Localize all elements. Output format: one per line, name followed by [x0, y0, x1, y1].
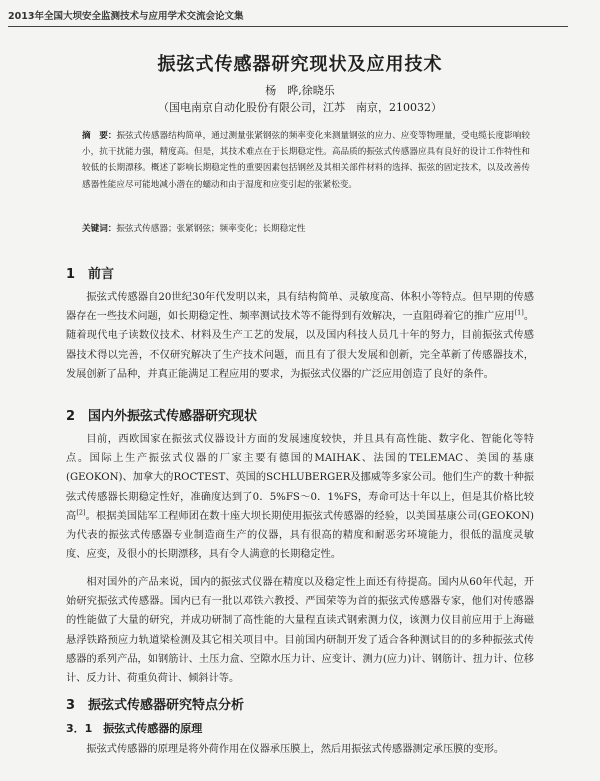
section-2-paragraph-1-tail: 。根据美国陆军工程师团在数十座大坝长期使用振弦式传感器的经验，以美国基康公司(GEOKON)为代表的振弦式传感器专业制造商生产的仪器，具有很高的精度和耐恶劣环境能力，很低的温度灵敏度、应变，及很小的长期漂移，具有令人满意的长期稳定性。 — [66, 510, 534, 561]
keywords-text: 振弦式传感器；张紧钢弦；频率变化；长期稳定性 — [116, 224, 306, 234]
running-header: 2013年全国大坝安全监测技术与应用学术交流会论文集 — [8, 8, 568, 27]
paper-title: 振弦式传感器研究现状及应用技术 — [157, 54, 443, 75]
abstract-label: 摘 要： — [82, 131, 117, 141]
section-1-heading: 1 前言 — [66, 267, 115, 282]
paper-authors: 杨 晔,徐晓乐 — [265, 84, 335, 97]
section-1-paragraph-1-text: 振弦式传感器自20世纪30年代发明以来，具有结构简单、灵敏度高、体积小等特点。但早期的传感器存在一些技术问题，如长期稳定性、频率测试技术等不能得到有效解决，一直阻碍着它的推广应用 — [66, 292, 534, 323]
paper-affiliation: （国电南京自动化股份有限公司，江苏 南京，210032） — [158, 101, 442, 114]
keywords-label: 关键词： — [82, 224, 117, 234]
section-3-heading: 3 振弦式传感器研究特点分析 — [66, 698, 245, 713]
section-2-heading: 2 国内外振弦式传感器研究现状 — [66, 409, 258, 424]
section-1-paragraph-1-tail: 。随着现代电子读数仪技术、材料及生产工艺的发展，以及国内科技人员几十年的努力，目前振弦式传感器技术得以完善，不仅研究解决了生产技术问题，而且有了很大发展和创新，完全革新了传感器技术，发展创新了品种，并真正能满足工程应用的要求，为振弦式仪器的广泛应用创造了良好的条件。 — [66, 311, 535, 380]
section-1-citation-1: [1] — [514, 308, 524, 317]
section-3-1-paragraph-1: 振弦式传感器的原理是将外荷作用在仪器承压膜上，然后用振弦式传感器测定承压膜的变形。 — [86, 744, 505, 755]
keywords — [82, 222, 530, 234]
section-2-paragraph-1 — [66, 430, 534, 564]
abstract — [82, 128, 530, 193]
section-2-citation-2: [2] — [76, 508, 86, 517]
section-3-1-heading: 3．1 振弦式传感器的原理 — [66, 722, 203, 735]
section-1-paragraph-1 — [66, 288, 534, 384]
abstract-text: 振弦式传感器结构简单，通过测量张紧钢弦的频率变化来测量钢弦的应力、应变等物理量，受电缆长度影响较小，抗干扰能力强，精度高。但是，其技术难点在于长期稳定性。高品质的振弦式传感器应具有良好的设计工作特性和较低的长期漂移。概述了影响长期稳定性的重要因素包括钢丝及其相关部件材料的选择、振弦的固定技术，以及改善传感器性能应尽可能地减小潜在的蠕动和由于湿度和应变引起的张紧松变。 — [82, 131, 530, 190]
section-2-paragraph-2: 相对国外的产品来说，国内的振弦式仪器在精度以及稳定性上面还有待提高。国内从60年代起，开始研究振弦式传感器。国内已有一批以邓铁六教授、严国荣等为首的振弦式传感器专家，他们对传感器的性能做了大量的研究，并成功研制了高性能的大量程直读式钢索测力仪，该测力仪目前应用于上海磁悬浮铁路预应力轨道梁检测及其它相关项目中。目前国内研制开发了适合各种测试目的的多种振弦式传感器的系列产品，如钢筋计、土压力盒、空隙水压力计、应变计、测力(应力)计、钢筋计、扭力计、位移计、反力计、荷重负荷计、倾斜计等。 — [66, 577, 534, 685]
section-2-paragraph-1-text: 目前，西欧国家在振弦式仪器设计方面的发展速度较快，并且具有高性能、数字化、智能化等特点。国际上生产振弦式仪器的厂家主要有德国的MAIHAK、法国的TELEMAC、美国的基康(GEOKON)、加拿大的ROCTEST、英国的SCHLUBERGER及挪威等多家公司。他们生产的数十种振弦式传感器长期稳定性好，准确度达到了0．5%FS～0．1%FS，寿命可达十年以上，但是其价格比较高 — [66, 434, 534, 522]
